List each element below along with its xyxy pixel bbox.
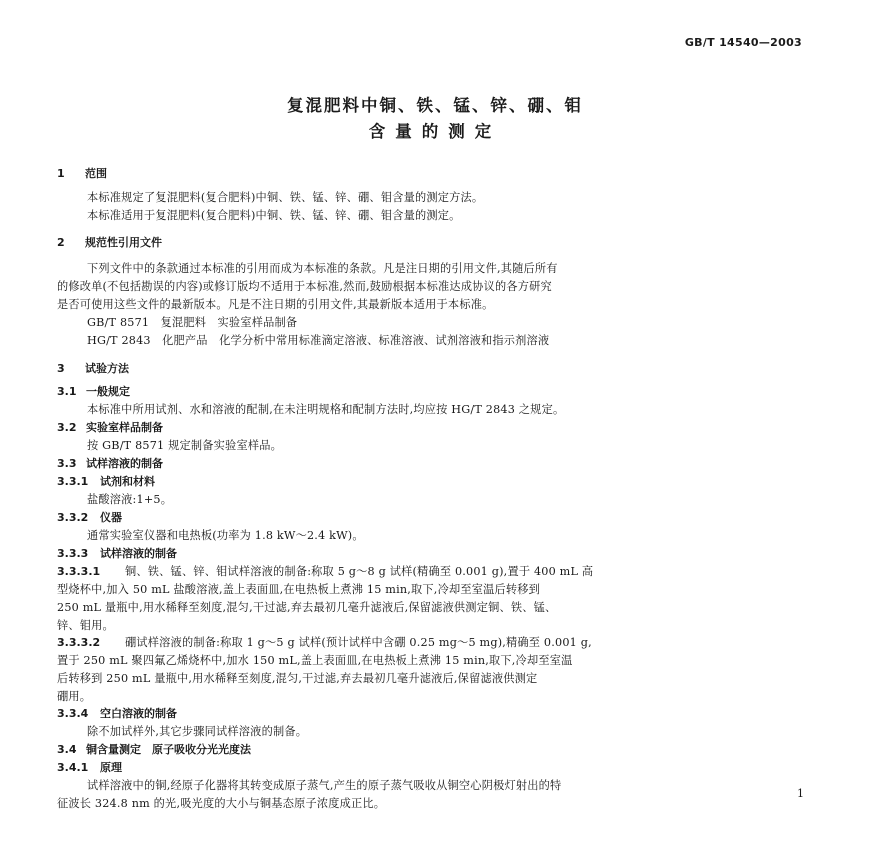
clause-text: 铜、铁、锰、锌、钼试样溶液的制备:称取 5 g～8 g 试样(精确至 0.001 g),置于 400 mL 高 (125, 565, 594, 578)
paragraph-text: 本标准规定了复混肥料(复合肥料)中铜、铁、锰、锌、硼、钼含量的测定方法。 (87, 191, 484, 204)
section-title: 实验室样品制备 (86, 421, 163, 434)
section-heading (57, 360, 129, 378)
section-title: 试样溶液的制备 (86, 457, 163, 470)
section-heading (57, 473, 155, 491)
section-title: 一般规定 (86, 385, 130, 398)
paragraph-text: HG/T 2843 化肥产品 化学分析中常用标准滴定溶液、标准溶液、试剂溶液和指示剂溶液 (87, 334, 550, 347)
section-title: 试验方法 (85, 362, 129, 375)
section-heading (57, 234, 162, 252)
section-heading (57, 455, 163, 473)
section-number: 3.3.4 (57, 707, 89, 720)
page-number: 1 (797, 787, 804, 800)
text-line (57, 599, 556, 617)
text-line (57, 795, 385, 813)
paragraph-text: 锌、钼用。 (57, 619, 114, 632)
section-title: 范围 (85, 167, 107, 180)
section-title: 试样溶液的制备 (100, 547, 177, 560)
section-heading (57, 509, 122, 527)
text-line (87, 260, 558, 278)
standard-code: GB/T 14540—2003 (684, 36, 802, 49)
paragraph-text: 按 GB/T 8571 规定制备实验室样品。 (87, 439, 282, 452)
section-heading (57, 705, 177, 723)
paragraph-text: 盐酸溶液:1+5。 (87, 493, 173, 506)
document-title-line1: 复混肥料中铜、铁、锰、锌、硼、钼 (287, 96, 583, 115)
paragraph-text: 置于 250 mL 聚四氟乙烯烧杯中,加水 150 mL,盖上表面皿,在电热板上煮沸 15 min,取下,冷却至室温 (57, 654, 573, 667)
section-title: 铜含量测定 原子吸收分光光度法 (86, 743, 251, 756)
section-heading (57, 419, 163, 437)
clause-text: 硼试样溶液的制备:称取 1 g～5 g 试样(预计试样中含硼 0.25 mg～5 mg),精确至 0.001 g, (125, 636, 592, 649)
text-line (87, 314, 297, 332)
section-number: 2 (57, 236, 65, 249)
paragraph-text: 的修改单(不包括勘误的内容)或修订版均不适用于本标准,然而,鼓励根据本标准达成协议的各方研究 (57, 280, 552, 293)
section-number: 3.2 (57, 421, 77, 434)
document-title-line2: 含量的测定 (368, 122, 502, 141)
text-line (87, 723, 307, 741)
text-line (57, 563, 593, 581)
paragraph-text: 250 mL 量瓶中,用水稀释至刻度,混匀,干过滤,弃去最初几毫升滤液后,保留滤液供测定铜、铁、锰、 (57, 601, 557, 614)
text-line (87, 777, 561, 795)
text-line (87, 401, 564, 419)
section-title: 仪器 (100, 511, 122, 524)
paragraph-text: 通常实验室仪器和电热板(功率为 1.8 kW～2.4 kW)。 (87, 529, 364, 542)
section-number: 3.3.3 (57, 547, 89, 560)
section-heading (57, 165, 107, 183)
section-number: 3.4 (57, 743, 77, 756)
paragraph-text: 试样溶液中的铜,经原子化器将其转变成原子蒸气,产生的原子蒸气吸收从铜空心阴极灯射出的特 (87, 779, 562, 792)
clause-number: 3.3.3.1 (57, 565, 101, 578)
text-line (57, 617, 114, 635)
section-title: 试剂和材料 (100, 475, 155, 488)
text-line (57, 296, 493, 314)
text-line (57, 652, 573, 670)
text-line (57, 688, 91, 706)
section-number: 3.1 (57, 385, 77, 398)
paragraph-text: 除不加试样外,其它步骤同试样溶液的制备。 (87, 725, 308, 738)
text-line (57, 634, 592, 652)
text-line (87, 491, 172, 509)
section-number: 3.3 (57, 457, 77, 470)
text-line (57, 278, 552, 296)
text-line (87, 207, 461, 225)
section-title: 规范性引用文件 (85, 236, 162, 249)
paragraph-text: GB/T 8571 复混肥料 实验室样品制备 (87, 316, 298, 329)
section-heading (57, 545, 177, 563)
section-heading (57, 383, 130, 401)
section-number: 1 (57, 167, 65, 180)
section-heading (57, 759, 122, 777)
paragraph-text: 下列文件中的条款通过本标准的引用而成为本标准的条款。凡是注日期的引用文件,其随后所有 (87, 262, 558, 275)
section-number: 3.4.1 (57, 761, 89, 774)
paragraph-text: 是否可使用这些文件的最新版本。凡是不注日期的引用文件,其最新版本适用于本标准。 (57, 298, 494, 311)
section-number: 3.3.1 (57, 475, 89, 488)
text-line (87, 189, 483, 207)
section-number: 3 (57, 362, 65, 375)
section-heading (57, 741, 251, 759)
paragraph-text: 征波长 324.8 nm 的光,吸光度的大小与铜基态原子浓度成正比。 (57, 797, 386, 810)
text-line (87, 527, 364, 545)
text-line (57, 670, 537, 688)
text-line (57, 581, 540, 599)
section-title: 空白溶液的制备 (100, 707, 177, 720)
paragraph-text: 本标准适用于复混肥料(复合肥料)中铜、铁、锰、锌、硼、钼含量的测定。 (87, 209, 461, 222)
paragraph-text: 型烧杯中,加入 50 mL 盐酸溶液,盖上表面皿,在电热板上煮沸 15 min,取下,冷却至室温后转移到 (57, 583, 541, 596)
text-line (87, 437, 282, 455)
clause-number: 3.3.3.2 (57, 636, 101, 649)
text-line (87, 332, 549, 350)
section-title: 原理 (100, 761, 122, 774)
paragraph-text: 本标准中所用试剂、水和溶液的配制,在未注明规格和配制方法时,均应按 HG/T 2843 之规定。 (87, 403, 565, 416)
paragraph-text: 后转移到 250 mL 量瓶中,用水稀释至刻度,混匀,干过滤,弃去最初几毫升滤液后,保留滤液供测定 (57, 672, 538, 685)
paragraph-text: 硼用。 (57, 690, 92, 703)
section-number: 3.3.2 (57, 511, 89, 524)
